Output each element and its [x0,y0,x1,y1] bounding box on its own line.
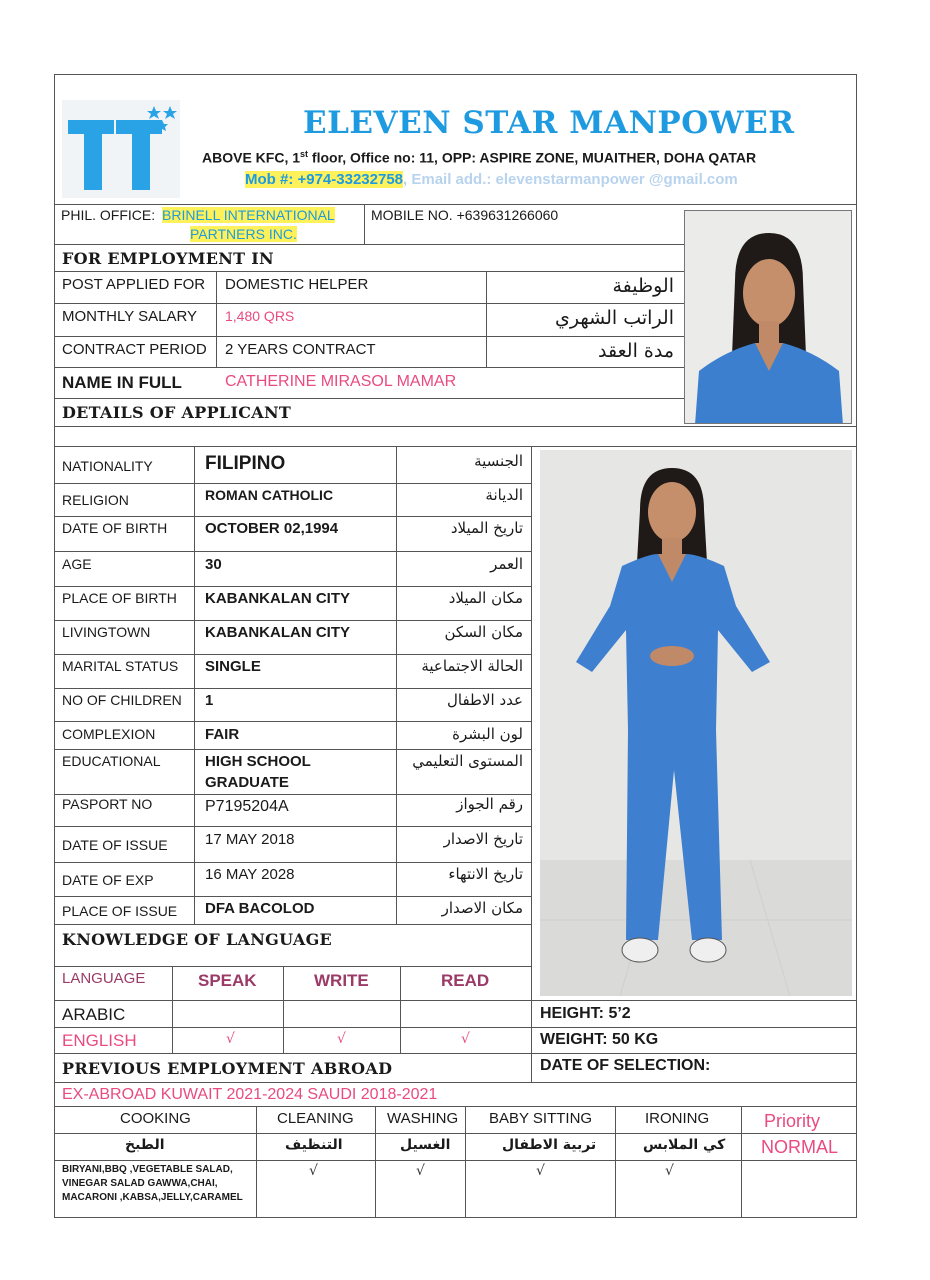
language-header-write: WRITE [314,971,369,990]
language-header-speak: SPEAK [198,971,257,990]
post-applied-arabic: الوظيفة [612,275,674,297]
full-name-value: CATHERINE MIRASOL MAMAR [225,373,457,390]
education-value-line2: GRADUATE [205,774,289,791]
livingtown-label: LIVINGTOWN [62,624,151,640]
skill-babysitting-en: BABY SITTING [489,1110,593,1127]
phil-office-name-line2: PARTNERS INC. [190,226,297,242]
education-label: EDUCATIONAL [62,753,161,769]
washing-check: √ [416,1163,425,1179]
place-of-issue-label: PLACE OF ISSUE [62,903,178,919]
cooking-details-line2: VINEGAR SALAD GAWWA,CHAI, [62,1178,218,1189]
phil-office-name-line1: BRINELL INTERNATIONAL [162,207,335,223]
language-header-language: LANGUAGE [62,970,146,987]
cooking-details-line1: BIRYANI,BBQ ,VEGETABLE SALAD, [62,1164,233,1175]
complexion-label: COMPLEXION [62,726,156,742]
religion-label: RELIGION [62,492,129,508]
date-of-issue-value: 17 MAY 2018 [205,831,295,848]
date-of-birth-value: OCTOBER 02,1994 [205,520,339,537]
skill-washing-en: WASHING [387,1110,459,1127]
date-of-birth-arabic: تاريخ الميلاد [450,519,523,537]
nationality-value: FILIPINO [205,453,286,474]
monthly-salary-arabic: الراتب الشهري [555,307,674,329]
details-section-title: DETAILS OF APPLICANT [62,403,292,422]
religion-arabic: الديانة [485,486,523,504]
english-read-check: √ [461,1031,470,1047]
office-mobile: MOBILE NO. +639631266060 [371,207,559,223]
skill-cooking-en: COOKING [120,1110,191,1127]
skill-ironing-ar: كي الملابس [643,1137,726,1153]
religion-value: ROMAN CATHOLIC [205,487,334,503]
post-applied-label: POST APPLIED FOR [62,276,206,293]
language-english: ENGLISH [62,1031,137,1050]
priority-value: NORMAL [761,1137,839,1157]
skill-cleaning-ar: التنظيف [285,1137,343,1153]
priority-label: Priority [764,1111,821,1131]
skill-ironing-en: IRONING [645,1110,710,1127]
education-value-line1: HIGH SCHOOL [205,753,311,770]
children-arabic: عدد الاطفال [447,691,523,709]
height-value: HEIGHT: 5’2 [540,1005,631,1022]
date-of-exp-label: DATE OF EXP [62,872,154,888]
company-name: ELEVEN STAR MANPOWER [303,105,795,141]
marital-status-value: SINGLE [205,658,261,675]
date-of-birth-label: DATE OF BIRTH [62,520,168,536]
weight-value: WEIGHT: 50 KG [540,1031,659,1048]
livingtown-value: KABANKALAN CITY [205,624,350,641]
contact-line [245,171,738,188]
date-of-selection-label: DATE OF SELECTION: [540,1057,711,1074]
cleaning-check: √ [309,1163,318,1179]
language-arabic: ARABIC [62,1005,126,1024]
marital-status-arabic: الحالة الاجتماعية [421,657,523,675]
applicant-full-body-photo [540,450,852,996]
place-of-issue-value: DFA BACOLOD [205,900,315,917]
nationality-label: NATIONALITY [62,458,153,474]
language-section-title: KNOWLEDGE OF LANGUAGE [62,930,333,949]
date-of-issue-label: DATE OF ISSUE [62,837,168,853]
place-of-issue-arabic: مكان الاصدار [441,899,523,917]
nationality-arabic: الجنسية [474,452,523,470]
skill-cleaning-en: CLEANING [277,1110,354,1127]
date-of-exp-arabic: تاريخ الانتهاء [448,865,523,883]
employment-section-title: FOR EMPLOYMENT IN [62,249,274,268]
age-arabic: العمر [490,555,523,573]
cooking-details-line3: MACARONI ,KABSA,JELLY,CARAMEL [62,1192,243,1203]
place-of-birth-value: KABANKALAN CITY [205,590,350,607]
language-header-read: READ [441,971,490,990]
passport-label: PASPORT NO [62,796,153,812]
date-of-exp-value: 16 MAY 2028 [205,866,295,883]
mobile-number: Mob #: +974-33232758 [245,171,404,188]
phil-office-label: PHIL. OFFICE: [61,207,156,223]
contract-period-label: CONTRACT PERIOD [62,341,207,358]
skill-washing-ar: الغسيل [400,1137,451,1153]
english-write-check: √ [337,1031,346,1047]
livingtown-arabic: مكان السكن [444,623,523,641]
complexion-arabic: لون البشرة [452,725,523,743]
monthly-salary-label: MONTHLY SALARY [62,308,198,325]
age-label: AGE [62,556,92,572]
company-address: ABOVE KFC, 1st floor, Office no: 11, OPP: ASPIRE ZONE, MUAITHER, DOHA QATAR [202,149,757,166]
email-address: , Email add.: elevenstarmanpower @gmail.com [403,171,738,188]
children-label: NO OF CHILDREN [62,692,182,708]
passport-arabic: رقم الجواز [456,795,523,813]
full-name-label: NAME IN FULL [62,373,182,392]
company-logo [62,100,180,198]
complexion-value: FAIR [205,726,240,743]
skill-babysitting-ar: تربية الاطفال [502,1137,597,1153]
ironing-check: √ [665,1163,674,1179]
babysitting-check: √ [536,1163,545,1179]
contract-period-arabic: مدة العقد [598,340,674,362]
passport-value: P7195204A [205,798,289,815]
education-arabic: المستوى التعليمي [412,752,523,770]
previous-employment-title: PREVIOUS EMPLOYMENT ABROAD [62,1059,393,1078]
previous-employment-text: EX-ABROAD KUWAIT 2021-2024 SAUDI 2018-2021 [62,1086,438,1103]
date-of-issue-arabic: تاريخ الاصدار [443,830,523,848]
monthly-salary-value: 1,480 QRS [225,308,295,324]
english-speak-check: √ [226,1031,235,1047]
post-applied-value: DOMESTIC HELPER [225,276,369,293]
age-value: 30 [205,556,222,573]
place-of-birth-arabic: مكان الميلاد [448,589,523,607]
contract-period-value: 2 YEARS CONTRACT [225,341,376,358]
children-value: 1 [205,692,214,709]
skill-cooking-ar: الطبخ [125,1137,165,1153]
marital-status-label: MARITAL STATUS [62,658,179,674]
applicant-portrait-photo [684,210,852,424]
place-of-birth-label: PLACE OF BIRTH [62,590,177,606]
